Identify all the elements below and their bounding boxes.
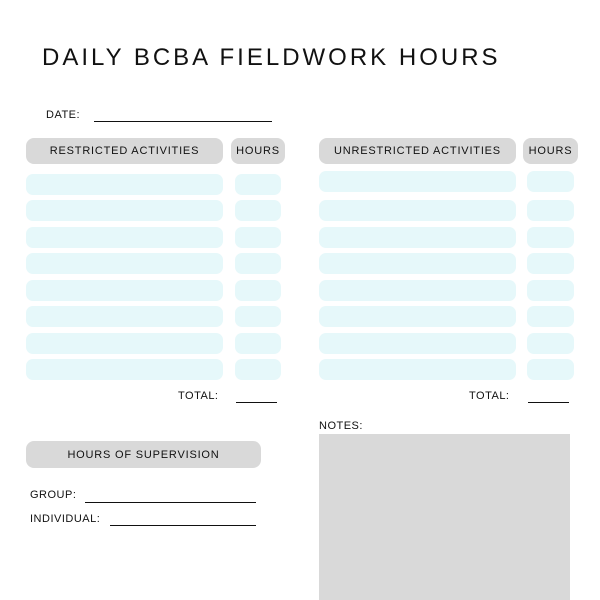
group-label: GROUP: — [30, 489, 77, 501]
unrestricted-activity-field[interactable] — [319, 253, 516, 274]
restricted-activity-field[interactable] — [26, 253, 223, 274]
restricted-total-field[interactable] — [236, 402, 277, 403]
unrestricted-activity-field[interactable] — [319, 227, 516, 248]
restricted-activity-field[interactable] — [26, 200, 223, 221]
unrestricted-hours-field[interactable] — [527, 280, 574, 301]
unrestricted-activity-field[interactable] — [319, 280, 516, 301]
supervision-header: HOURS OF SUPERVISION — [26, 441, 261, 468]
restricted-hours-field[interactable] — [235, 253, 281, 274]
page-title: DAILY BCBA FIELDWORK HOURS — [42, 44, 501, 71]
restricted-activity-field[interactable] — [26, 227, 223, 248]
unrestricted-total-field[interactable] — [528, 402, 569, 403]
restricted-activity-field[interactable] — [26, 280, 223, 301]
unrestricted-activity-field[interactable] — [319, 171, 516, 192]
date-label: DATE: — [46, 109, 81, 121]
unrestricted-total-label: TOTAL: — [469, 390, 510, 402]
unrestricted-hours-field[interactable] — [527, 253, 574, 274]
restricted-total-label: TOTAL: — [178, 390, 219, 402]
unrestricted-hours-header: HOURS — [523, 138, 578, 164]
unrestricted-hours-field[interactable] — [527, 171, 574, 192]
restricted-activities-header: RESTRICTED ACTIVITIES — [26, 138, 223, 164]
restricted-activity-field[interactable] — [26, 306, 223, 327]
restricted-hours-field[interactable] — [235, 359, 281, 380]
unrestricted-hours-field[interactable] — [527, 333, 574, 354]
unrestricted-activity-field[interactable] — [319, 306, 516, 327]
restricted-hours-field[interactable] — [235, 227, 281, 248]
individual-field[interactable] — [110, 525, 256, 526]
restricted-hours-field[interactable] — [235, 333, 281, 354]
restricted-hours-field[interactable] — [235, 200, 281, 221]
notes-area[interactable] — [319, 434, 570, 600]
unrestricted-activities-header: UNRESTRICTED ACTIVITIES — [319, 138, 516, 164]
notes-label: NOTES: — [319, 420, 363, 432]
unrestricted-hours-field[interactable] — [527, 306, 574, 327]
unrestricted-hours-field[interactable] — [527, 227, 574, 248]
group-field[interactable] — [85, 502, 256, 503]
date-field[interactable] — [94, 121, 272, 122]
unrestricted-activity-field[interactable] — [319, 359, 516, 380]
restricted-activity-field[interactable] — [26, 333, 223, 354]
restricted-hours-field[interactable] — [235, 306, 281, 327]
unrestricted-activity-field[interactable] — [319, 200, 516, 221]
restricted-activity-field[interactable] — [26, 359, 223, 380]
restricted-hours-field[interactable] — [235, 280, 281, 301]
unrestricted-activity-field[interactable] — [319, 333, 516, 354]
restricted-activity-field[interactable] — [26, 174, 223, 195]
restricted-hours-header: HOURS — [231, 138, 285, 164]
restricted-hours-field[interactable] — [235, 174, 281, 195]
individual-label: INDIVIDUAL: — [30, 513, 101, 525]
unrestricted-hours-field[interactable] — [527, 200, 574, 221]
unrestricted-hours-field[interactable] — [527, 359, 574, 380]
